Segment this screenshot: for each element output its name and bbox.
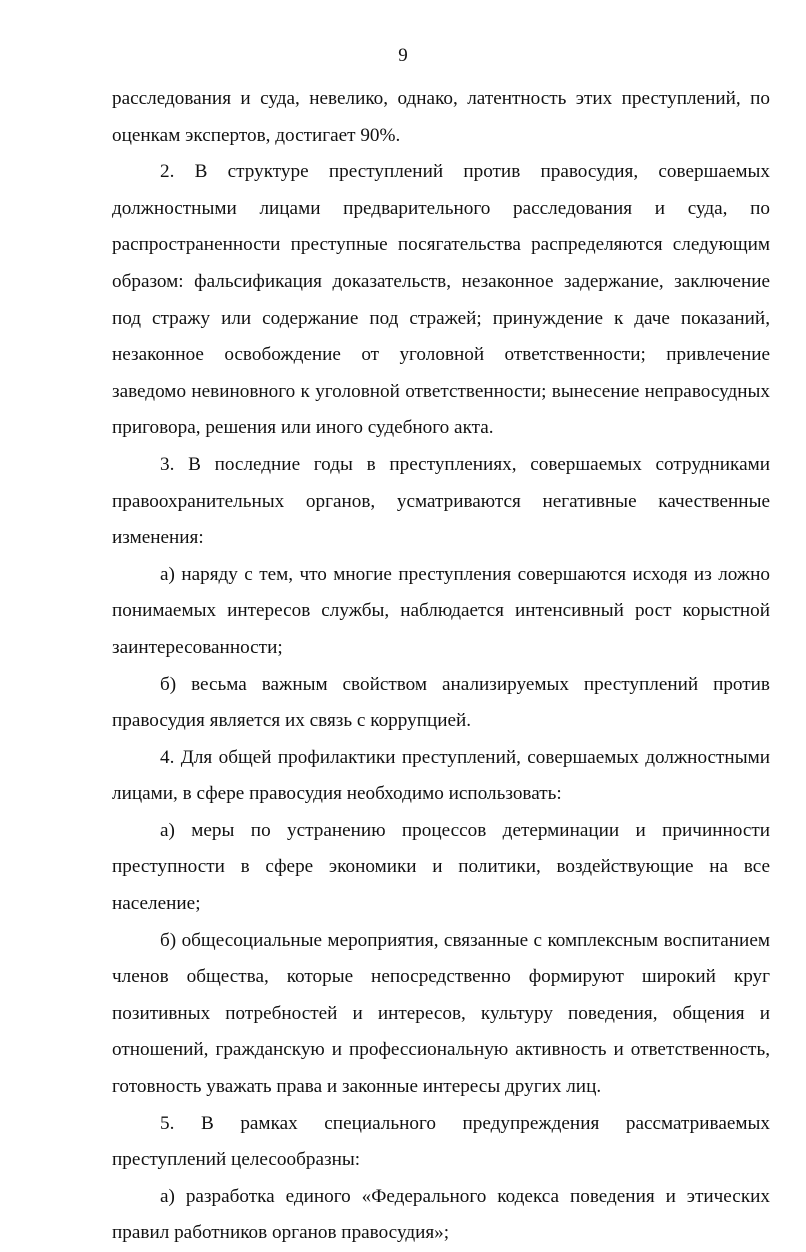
paragraph-item-5: 5. В рамках специального предупреждения рассматриваемых преступлений целесообразны: xyxy=(112,1112,770,1171)
document-body xyxy=(112,81,770,1252)
paragraph-item-4: 4. Для общей профилактики преступлений, совершаемых должностными лицами, в сфере правосудия необходимо использовать: xyxy=(112,746,770,805)
page-number: 9 xyxy=(398,45,408,66)
paragraph-item-2: 2. В структуре преступлений против правосудия, совершаемых должностными лицами предварительного расследования и суда, по распространенности преступные посягательства распределяются следующим образом: фальсификация доказательств, незаконное задержание, заключение под стражу или содержание под стражей; принуждение к даче показаний, незаконное освобождение от уголовной ответственности; привлечение заведомо невиновного к уголовной ответственности; вынесение неправосудных приговора, решения или иного судебного акта. xyxy=(112,161,770,439)
paragraph-item-4a: а) меры по устранению процессов детерминации и причинности преступности в сфере экономики и политики, воздействующие на все население; xyxy=(112,819,770,915)
paragraph-item-3b: б) весьма важным свойством анализируемых преступлений против правосудия является их связь с коррупцией. xyxy=(112,673,770,732)
paragraph-continuation: расследования и суда, невелико, однако, латентность этих преступлений, по оценкам экспертов, достигает 90%. xyxy=(112,88,770,146)
paragraph-item-5a: а) разработка единого «Федерального кодекса поведения и этических правил работников органов правосудия»; xyxy=(112,1185,770,1244)
paragraph-item-3a: а) наряду с тем, что многие преступления совершаются исходя из ложно понимаемых интересов службы, наблюдается интенсивный рост корыстной заинтересованности; xyxy=(112,563,770,658)
paragraph-item-4b: б) общесоциальные мероприятия, связанные с комплексным воспитанием членов общества, которые непосредственно формируют широкий круг позитивных потребностей и интересов, культуру поведения, общения и отношений, гражданскую и профессиональную активность и ответственность, готовность уважать права и законные интересы других лиц. xyxy=(112,929,770,1098)
paragraph-item-3: 3. В последние годы в преступлениях, совершаемых сотрудниками правоохранительных органов, усматриваются негативные качественные изменения: xyxy=(112,453,770,549)
